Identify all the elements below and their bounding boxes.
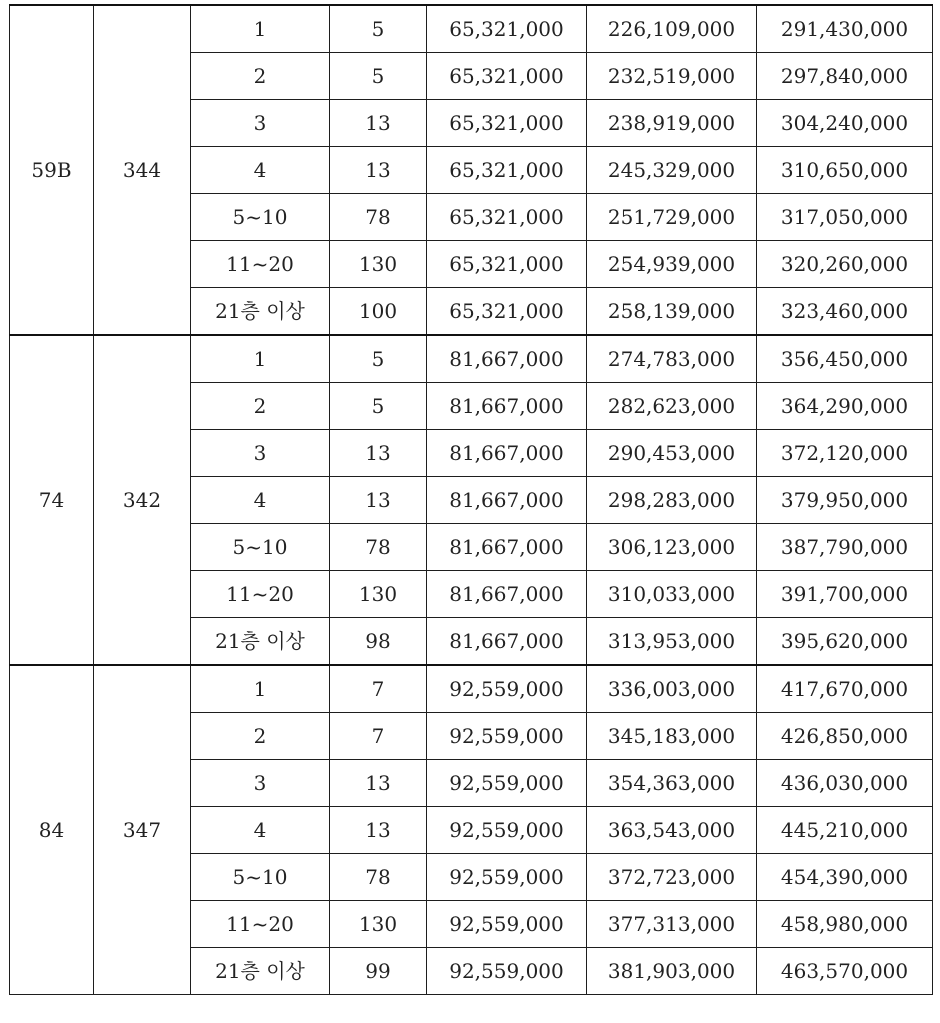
floor-cell: 11~20 <box>191 241 330 288</box>
total-price-cell: 323,460,000 <box>757 288 933 336</box>
land-price-cell: 92,559,000 <box>427 760 587 807</box>
units-cell: 99 <box>330 948 427 995</box>
building-price-cell: 381,903,000 <box>587 948 757 995</box>
floor-cell: 4 <box>191 477 330 524</box>
total-price-cell: 395,620,000 <box>757 618 933 666</box>
building-price-cell: 298,283,000 <box>587 477 757 524</box>
floor-cell: 4 <box>191 147 330 194</box>
total-price-cell: 436,030,000 <box>757 760 933 807</box>
land-price-cell: 92,559,000 <box>427 807 587 854</box>
floor-cell: 5~10 <box>191 524 330 571</box>
floor-cell: 1 <box>191 665 330 713</box>
units-cell: 13 <box>330 100 427 147</box>
land-price-cell: 92,559,000 <box>427 854 587 901</box>
units-cell: 130 <box>330 241 427 288</box>
building-price-cell: 258,139,000 <box>587 288 757 336</box>
units-cell: 13 <box>330 430 427 477</box>
land-price-cell: 81,667,000 <box>427 618 587 666</box>
total-price-cell: 291,430,000 <box>757 5 933 53</box>
total-price-cell: 364,290,000 <box>757 383 933 430</box>
total-price-cell: 297,840,000 <box>757 53 933 100</box>
units-cell: 78 <box>330 194 427 241</box>
land-price-cell: 81,667,000 <box>427 524 587 571</box>
unit-type-cell: 74 <box>10 335 94 665</box>
building-price-cell: 363,543,000 <box>587 807 757 854</box>
building-price-cell: 282,623,000 <box>587 383 757 430</box>
total-price-cell: 379,950,000 <box>757 477 933 524</box>
floor-cell: 21층 이상 <box>191 288 330 336</box>
land-price-cell: 92,559,000 <box>427 948 587 995</box>
building-price-cell: 238,919,000 <box>587 100 757 147</box>
land-price-cell: 65,321,000 <box>427 100 587 147</box>
building-price-cell: 310,033,000 <box>587 571 757 618</box>
land-price-cell: 92,559,000 <box>427 713 587 760</box>
total-price-cell: 317,050,000 <box>757 194 933 241</box>
floor-cell: 21층 이상 <box>191 618 330 666</box>
floor-cell: 3 <box>191 760 330 807</box>
total-units-cell: 342 <box>94 335 191 665</box>
units-cell: 13 <box>330 147 427 194</box>
total-price-cell: 320,260,000 <box>757 241 933 288</box>
land-price-cell: 65,321,000 <box>427 194 587 241</box>
floor-cell: 11~20 <box>191 571 330 618</box>
building-price-cell: 290,453,000 <box>587 430 757 477</box>
total-units-cell: 344 <box>94 5 191 335</box>
floor-cell: 2 <box>191 53 330 100</box>
building-price-cell: 336,003,000 <box>587 665 757 713</box>
units-cell: 7 <box>330 713 427 760</box>
building-price-cell: 354,363,000 <box>587 760 757 807</box>
table-row <box>10 335 933 383</box>
land-price-cell: 81,667,000 <box>427 477 587 524</box>
building-price-cell: 377,313,000 <box>587 901 757 948</box>
units-cell: 78 <box>330 524 427 571</box>
building-price-cell: 274,783,000 <box>587 335 757 383</box>
building-price-cell: 254,939,000 <box>587 241 757 288</box>
building-price-cell: 313,953,000 <box>587 618 757 666</box>
unit-type-cell: 59B <box>10 5 94 335</box>
floor-cell: 5~10 <box>191 194 330 241</box>
building-price-cell: 345,183,000 <box>587 713 757 760</box>
units-cell: 130 <box>330 571 427 618</box>
land-price-cell: 81,667,000 <box>427 335 587 383</box>
unit-type-cell: 84 <box>10 665 94 995</box>
units-cell: 130 <box>330 901 427 948</box>
land-price-cell: 81,667,000 <box>427 383 587 430</box>
floor-cell: 1 <box>191 335 330 383</box>
units-cell: 7 <box>330 665 427 713</box>
units-cell: 5 <box>330 5 427 53</box>
land-price-cell: 92,559,000 <box>427 665 587 713</box>
table-body <box>10 5 933 995</box>
units-cell: 5 <box>330 53 427 100</box>
building-price-cell: 226,109,000 <box>587 5 757 53</box>
units-cell: 5 <box>330 383 427 430</box>
floor-cell: 1 <box>191 5 330 53</box>
price-table <box>9 4 933 995</box>
land-price-cell: 65,321,000 <box>427 5 587 53</box>
units-cell: 100 <box>330 288 427 336</box>
land-price-cell: 92,559,000 <box>427 901 587 948</box>
building-price-cell: 306,123,000 <box>587 524 757 571</box>
floor-cell: 2 <box>191 713 330 760</box>
land-price-cell: 65,321,000 <box>427 147 587 194</box>
floor-cell: 3 <box>191 100 330 147</box>
total-price-cell: 387,790,000 <box>757 524 933 571</box>
table-row <box>10 665 933 713</box>
total-price-cell: 445,210,000 <box>757 807 933 854</box>
building-price-cell: 245,329,000 <box>587 147 757 194</box>
total-price-cell: 356,450,000 <box>757 335 933 383</box>
units-cell: 13 <box>330 807 427 854</box>
land-price-cell: 65,321,000 <box>427 241 587 288</box>
total-price-cell: 304,240,000 <box>757 100 933 147</box>
total-price-cell: 310,650,000 <box>757 147 933 194</box>
table-row <box>10 5 933 53</box>
floor-cell: 3 <box>191 430 330 477</box>
land-price-cell: 65,321,000 <box>427 53 587 100</box>
floor-cell: 2 <box>191 383 330 430</box>
building-price-cell: 232,519,000 <box>587 53 757 100</box>
total-price-cell: 417,670,000 <box>757 665 933 713</box>
floor-cell: 21층 이상 <box>191 948 330 995</box>
floor-cell: 11~20 <box>191 901 330 948</box>
units-cell: 98 <box>330 618 427 666</box>
building-price-cell: 372,723,000 <box>587 854 757 901</box>
total-price-cell: 372,120,000 <box>757 430 933 477</box>
floor-cell: 5~10 <box>191 854 330 901</box>
total-price-cell: 391,700,000 <box>757 571 933 618</box>
total-price-cell: 458,980,000 <box>757 901 933 948</box>
total-price-cell: 454,390,000 <box>757 854 933 901</box>
land-price-cell: 65,321,000 <box>427 288 587 336</box>
total-price-cell: 463,570,000 <box>757 948 933 995</box>
total-units-cell: 347 <box>94 665 191 995</box>
land-price-cell: 81,667,000 <box>427 430 587 477</box>
units-cell: 13 <box>330 760 427 807</box>
units-cell: 5 <box>330 335 427 383</box>
units-cell: 13 <box>330 477 427 524</box>
floor-cell: 4 <box>191 807 330 854</box>
building-price-cell: 251,729,000 <box>587 194 757 241</box>
units-cell: 78 <box>330 854 427 901</box>
land-price-cell: 81,667,000 <box>427 571 587 618</box>
total-price-cell: 426,850,000 <box>757 713 933 760</box>
